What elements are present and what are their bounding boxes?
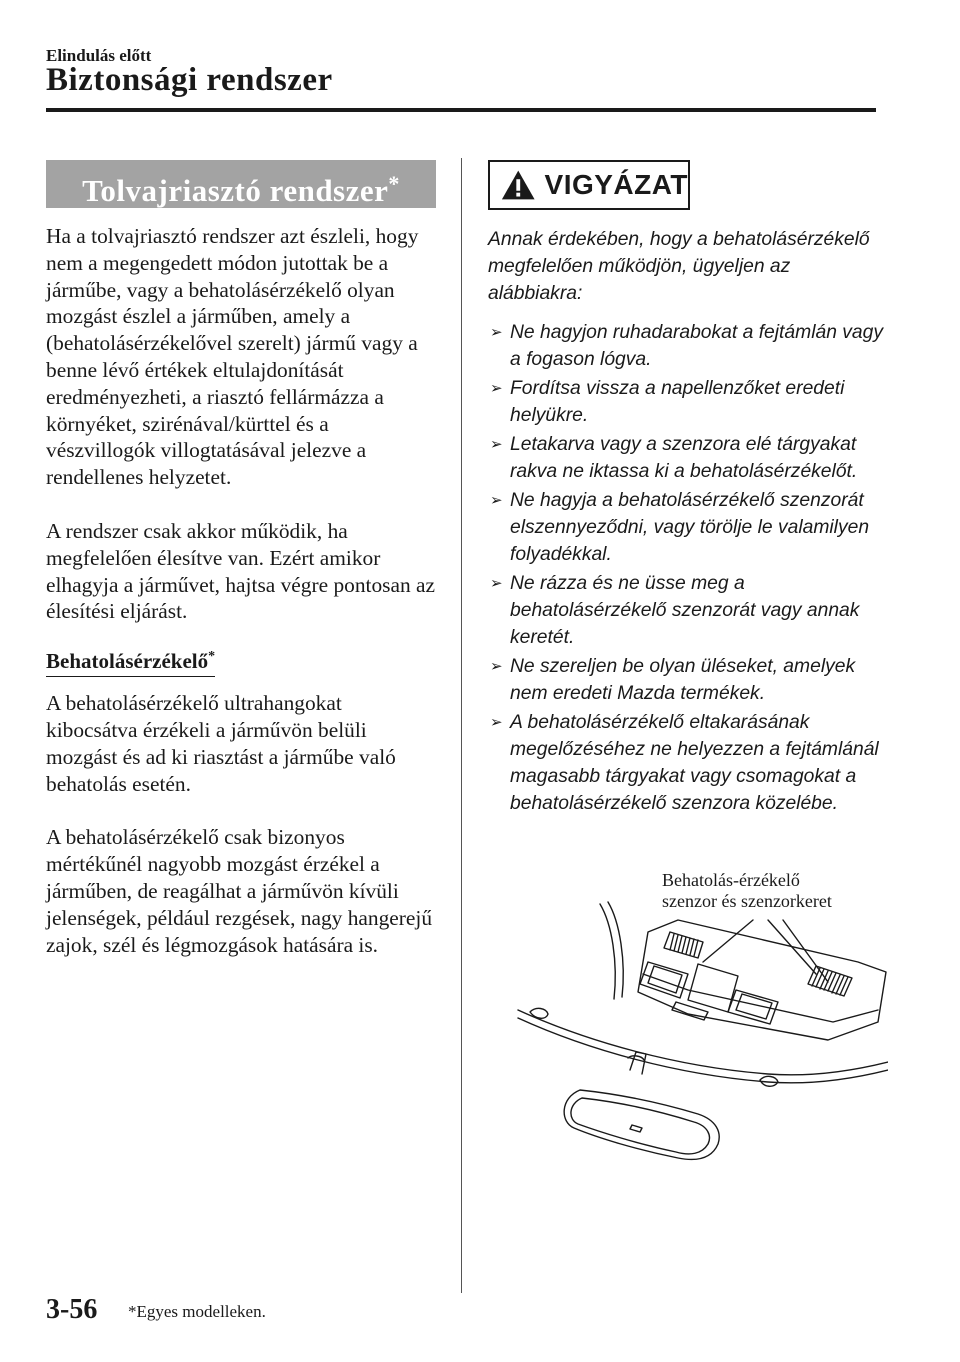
subsection-paragraph-2: A behatolásérzékelő csak bizonyos mértékűnél nagyobb mozgást érzékel a járműben, de reagálhat a járművön kívüli jelenségek, például rezgések, nagy hangerejű zajok, szél és légmozgások hatására is.	[46, 825, 433, 957]
caution-list	[488, 319, 888, 817]
subsection-heading	[46, 644, 215, 677]
figure-label-line-2: szenzor és szenzorkeret	[662, 891, 832, 911]
right-sensor-grille	[808, 966, 852, 996]
section-paragraph-1: Ha a tolvajriasztó rendszer azt észleli, hogy nem a megengedett módon jutottak be a járműbe, vagy a behatolásérzékelő olyan mozgást észlel a járműben, amely a (behatolásérzékelővel szerelt) jármű vagy a benne lévő értékek eltulajdonítását eredményezheti, a riasztó fellármázza a környéket, szirénával/kürttel és a vészvillogók villogtatásával jelezve a rendellenes helyzetet.	[46, 224, 419, 490]
caution-item-text: Ne hagyjon ruhadarabokat a fejtámlán vagy a fogason lógva.	[510, 322, 884, 370]
arrow-bullet-icon: ➢	[490, 324, 503, 341]
caution-item-text: Fordítsa vissza a napellenzőket eredeti helyükre.	[510, 378, 845, 426]
right-column	[488, 160, 888, 819]
caution-item-1	[488, 319, 888, 373]
caution-header	[488, 160, 690, 210]
arrow-bullet-icon: ➢	[490, 380, 503, 397]
footnote: *Egyes modelleken.	[128, 1302, 266, 1321]
caution-item-5	[488, 570, 888, 651]
leader-line-left	[703, 920, 753, 962]
section-title: Tolvajriasztó rendszer	[82, 173, 389, 208]
left-column	[46, 160, 436, 958]
arrow-bullet-icon: ➢	[490, 436, 503, 453]
caution-item-text: A behatolásérzékelő eltakarásának megelőzéséhez ne helyezzen a fejtámlánál magasabb tárgyakat vagy csomagokat a behatolásérzékelő szenzora közelébe.	[510, 712, 879, 814]
caution-item-6	[488, 653, 888, 707]
intrusion-sensor-illustration	[498, 862, 888, 1182]
page-number: 3-56	[46, 1294, 98, 1325]
caution-item-text: Letakarva vagy a szenzora elé tárgyakat rakva ne iktassa ki a behatolásérzékelőt.	[510, 434, 858, 482]
chapter-title: Elindulás előtt	[46, 46, 152, 65]
section-banner	[46, 160, 436, 208]
page-title: Biztonsági rendszer	[46, 62, 333, 98]
center-panel	[688, 964, 738, 1012]
subsection-title-marker: *	[208, 649, 216, 665]
arrow-bullet-icon: ➢	[490, 658, 503, 675]
arrow-bullet-icon: ➢	[490, 492, 503, 509]
subsection-title: Behatolásérzékelő	[46, 649, 209, 674]
section-title-marker: *	[388, 171, 400, 196]
header-divider	[46, 108, 876, 112]
caution-item-4	[488, 487, 888, 568]
left-sensor-grille	[664, 932, 703, 958]
subsection-paragraph-1: A behatolásérzékelő ultrahangokat kibocsátva érzékeli a járművön belüli mozgást és ad ki riasztást a járműbe való behatolás esetén.	[46, 691, 396, 796]
warning-triangle-icon	[500, 168, 537, 202]
caution-item-text: Ne szereljen be olyan üléseket, amelyek nem eredeti Mazda termékek.	[510, 656, 856, 704]
arrow-bullet-icon: ➢	[490, 714, 503, 731]
section-paragraph-2: A rendszer csak akkor működik, ha megfelelően élesítve van. Ezért amikor elhagyja a járművet, hajtsa végre pontosan az élesítési eljárást.	[46, 518, 436, 624]
leader-line-right	[783, 920, 828, 982]
caution-intro: Annak érdekében, hogy a behatolásérzékelő megfelelően működjön, ügyeljen az alábbiakra:	[488, 229, 870, 304]
arrow-bullet-icon: ➢	[490, 575, 503, 592]
figure-label-line-1: Behatolás-érzékelő	[662, 870, 800, 890]
column-divider	[461, 158, 462, 1293]
mirror-button	[630, 1125, 642, 1132]
caution-item-text: Ne hagyja a behatolásérzékelő szenzorát elszennyeződni, vagy törölje le valamilyen folyadékkal.	[510, 490, 870, 565]
caution-item-2	[488, 375, 888, 429]
caution-label: VIGYÁZAT	[544, 169, 688, 200]
rearview-mirror	[564, 1090, 719, 1159]
caution-item-text: Ne rázza és ne üsse meg a behatolásérzékelő szenzorát vagy annak keretét.	[510, 573, 860, 648]
caution-item-3	[488, 431, 888, 485]
caution-item-7	[488, 709, 888, 817]
